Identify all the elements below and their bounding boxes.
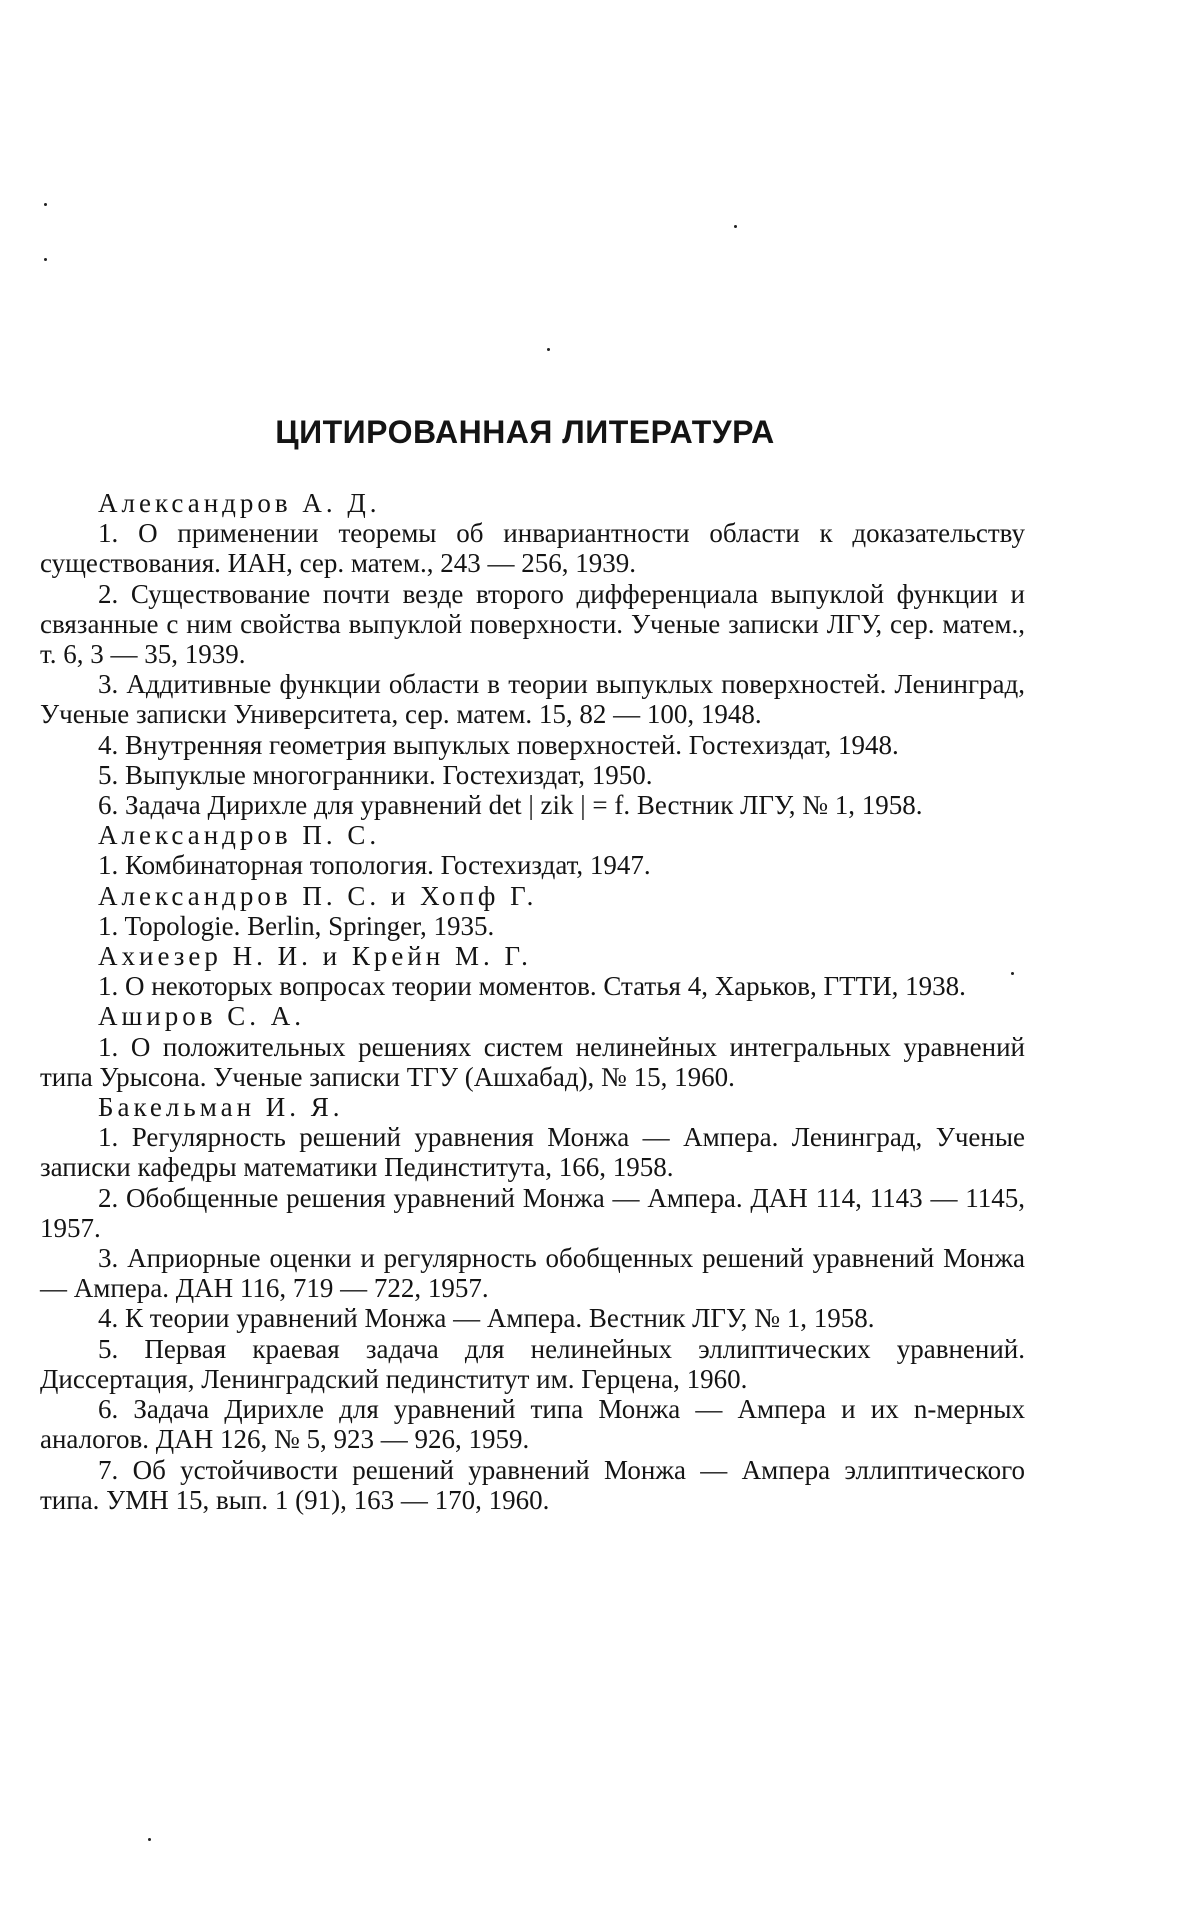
reference-author: Александров П. С. [98, 820, 381, 851]
reference-list [40, 488, 1025, 1515]
reference-entry: 2. Обобщенные решения уравнений Монжа — Ампера. ДАН 114, 1143 — 1145, 1957. [40, 1182, 1025, 1243]
print-speck [44, 203, 47, 206]
reference-entry: 1. Topologie. Berlin, Springer, 1935. [98, 910, 495, 941]
reference-entry: 3. Аддитивные функции области в теории выпуклых поверхностей. Ленинград, Ученые записки Университета, сер. матем. 15, 82 — 100, 1948. [40, 669, 1025, 730]
reference-entry: 4. К теории уравнений Монжа — Ампера. Вестник ЛГУ, № 1, 1958. [98, 1303, 875, 1334]
print-speck [734, 225, 737, 228]
print-speck [148, 1838, 151, 1841]
reference-entry: 1. Комбинаторная топология. Гостехиздат, 1947. [98, 850, 651, 881]
print-speck [44, 258, 47, 261]
reference-author: Бакельман И. Я. [98, 1092, 344, 1123]
reference-entry: 2. Существование почти везде второго дифференциала выпуклой функции и связанные с ним свойства выпуклой поверхности. Ученые записки ЛГУ, сер. матем., т. 6, 3 — 35, 1939. [40, 578, 1025, 670]
reference-author: Ахиезер Н. И. и Крейн М. Г. [98, 941, 532, 972]
reference-entry: 1. О некоторых вопросах теории моментов. Статья 4, Харьков, ГТТИ, 1938. [98, 971, 966, 1002]
reference-author: Александров П. С. и Хопф Г. [98, 880, 538, 911]
print-speck [547, 348, 550, 351]
reference-entry: 1. О положительных решениях систем нелинейных интегральных уравнений типа Урысона. Ученые записки ТГУ (Ашхабад), № 15, 1960. [40, 1031, 1025, 1092]
reference-entry: 3. Априорные оценки и регулярность обобщенных решений уравнений Монжа — Ампера. ДАН 116, 719 — 722, 1957. [40, 1243, 1025, 1304]
reference-entry: 5. Выпуклые многогранники. Гостехиздат, 1950. [98, 759, 653, 790]
reference-entry: 1. О применении теоремы об инвариантности области к доказательству существования. ИАН, сер. матем., 243 — 256, 1939. [40, 518, 1025, 579]
reference-author: Александров А. Д. [98, 488, 381, 518]
reference-entry: 6. Задача Дирихле для уравнений типа Монжа — Ампера и их n-мерных аналогов. ДАН 126, № 5, 923 — 926, 1959. [40, 1394, 1025, 1455]
reference-entry: 4. Внутренняя геометрия выпуклых поверхностей. Гостехиздат, 1948. [98, 729, 899, 760]
reference-author: Аширов С. А. [98, 1001, 305, 1032]
reference-entry: 7. Об устойчивости решений уравнений Монжа — Ампера эллиптического типа. УМН 15, вып. 1 (91), 163 — 170, 1960. [40, 1454, 1025, 1515]
reference-entry: 1. Регулярность решений уравнения Монжа — Ампера. Ленинград, Ученые записки кафедры математики Пединститута, 166, 1958. [40, 1122, 1025, 1183]
page-title: ЦИТИРОВАННАЯ ЛИТЕРАТУРА [275, 414, 775, 450]
reference-entry: 6. Задача Дирихле для уравнений det | zik | = f. Вестник ЛГУ, № 1, 1958. [98, 790, 923, 821]
reference-entry: 5. Первая краевая задача для нелинейных эллиптических уравнений. Диссертация, Ленинградский пединститут им. Герцена, 1960. [40, 1333, 1025, 1394]
